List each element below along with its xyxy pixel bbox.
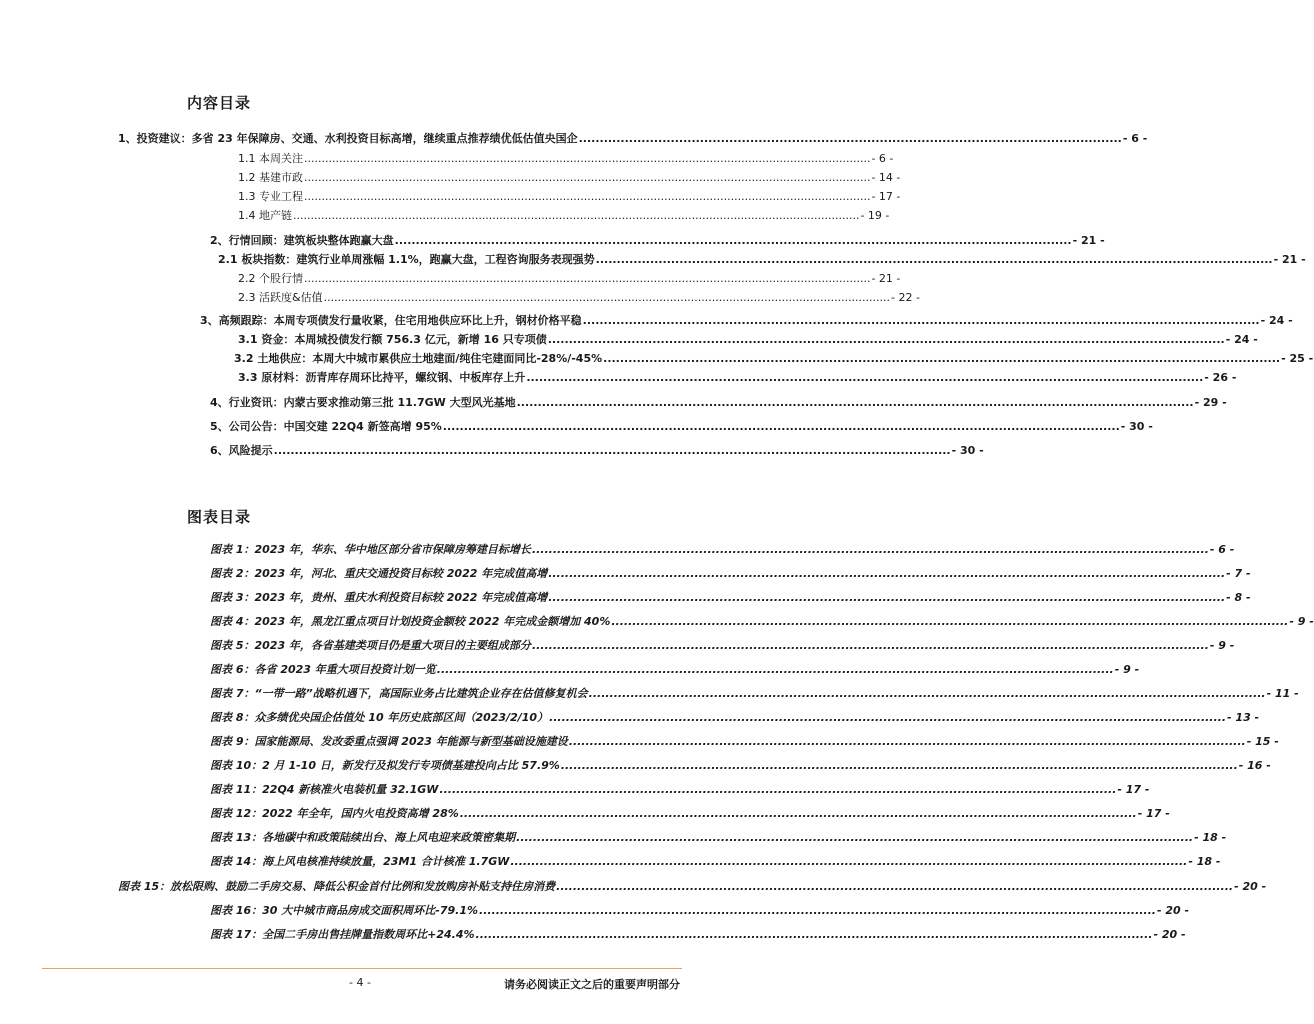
toc-entry-title: 3.2 土地供应：本周大中城市累供应土地建面/纯住宅建面同比-28%/-45% <box>234 352 603 365</box>
figure-entry-page: - 16 - <box>1238 759 1271 772</box>
toc-entry-page: - 22 - <box>891 291 920 304</box>
figure-entry-page: - 15 - <box>1246 735 1279 748</box>
toc-entry[interactable]: 2、行情回顾：建筑板块整体跑赢大盘 .................................................................................................................................................................. - 21 - <box>210 234 1105 247</box>
toc-entry[interactable]: 3.1 资金：本周城投债发行额 756.3 亿元，新增 16 只专项债 .................................................................................................................................................................. - 24 - <box>238 333 1258 346</box>
figure-entry-title: 图表 17：全国二手房出售挂牌量指数周环比+24.4% <box>210 928 475 941</box>
figure-entry[interactable]: 图表 1：2023 年，华东、华中地区部分省市保障房筹建目标增长 .................................................................................................................................................................. - 6 - <box>210 543 1235 556</box>
toc-entry-page: - 26 - <box>1204 371 1237 384</box>
toc-entry[interactable]: 1、投资建议：多省 23 年保障房、交通、水利投资目标高增，继续重点推荐绩优低估值央国企 .................................................................................................................................. - 6 - <box>118 132 1148 145</box>
figures-heading: 图表目录 <box>187 508 252 526</box>
toc-entry[interactable]: 3.2 土地供应：本周大中城市累供应土地建面/纯住宅建面同比-28%/-45% .................................................................................................................................................................. - 25 - <box>234 352 1314 365</box>
figure-entry[interactable]: 图表 7：“一带一路”战略机遇下，高国际业务占比建筑企业存在估值修复机会 .................................................................................................................................................................. - 11 - <box>210 687 1299 700</box>
toc-entry[interactable]: 1.3 专业工程 .................................................................................................................................................................. - 17 - <box>238 190 901 203</box>
toc-entry-page: - 30 - <box>951 444 984 457</box>
toc-entry-title: 2.2 个股行情 <box>238 272 303 285</box>
toc-entry-page: - 19 - <box>860 209 890 222</box>
figure-entry[interactable]: 图表 3：2023 年，贵州、重庆水利投资目标较 2022 年完成值高增 .................................................................................................................................................................. - 8 - <box>210 591 1251 604</box>
toc-entry-title: 2、行情回顾：建筑板块整体跑赢大盘 <box>210 234 394 247</box>
toc-entry[interactable]: 6、风险提示 .................................................................................................................................................................. - 30 - <box>210 444 984 457</box>
figure-entry[interactable]: 图表 17：全国二手房出售挂牌量指数周环比+24.4% .................................................................................................................................................................. - 20 - <box>210 928 1186 941</box>
figure-entry-title: 图表 1：2023 年，华东、华中地区部分省市保障房筹建目标增长 <box>210 543 531 556</box>
figure-entry[interactable]: 图表 8：众多绩优央国企估值处 10 年历史底部区间（2023/2/10） .................................................................................................................................................................. - 13 - <box>210 711 1260 724</box>
figure-entry[interactable]: 图表 16：30 大中城市商品房成交面积周环比-79.1% .................................................................................................................................................................. - 20 - <box>210 904 1190 917</box>
toc-entry[interactable]: 1.1 本周关注 .................................................................................................................................................................. - 6 - <box>238 152 894 165</box>
figure-entry[interactable]: 图表 4：2023 年，黑龙江重点项目计划投资金额较 2022 年完成金额增加 40% .................................................................................................................................................................. - 9 - <box>210 615 1314 628</box>
toc-entry-title: 1.1 本周关注 <box>238 152 303 165</box>
figure-entry[interactable]: 图表 14：海上风电核准持续放量，23M1 合计核准 1.7GW .................................................................................................................................................................. - 18 - <box>210 855 1221 868</box>
figure-entry-page: - 20 - <box>1234 880 1267 893</box>
toc-entry-title: 5、公司公告：中国交建 22Q4 新签高增 95% <box>210 420 442 433</box>
figure-entry-title: 图表 12：2022 年全年，国内火电投资高增 28% <box>210 807 459 820</box>
figure-entry-page: - 20 - <box>1156 904 1190 917</box>
toc-entry[interactable]: 2.1 板块指数：建筑行业单周涨幅 1.1%，跑赢大盘，工程咨询服务表现强势 .................................................................................................................................................................. - 21 - <box>218 253 1306 266</box>
figure-entry-title: 图表 3：2023 年，贵州、重庆水利投资目标较 2022 年完成值高增 <box>210 591 548 604</box>
figure-entry-title: 图表 8：众多绩优央国企估值处 10 年历史底部区间（2023/2/10） <box>210 711 549 724</box>
toc-entry[interactable]: 4、行业资讯：内蒙古要求推动第三批 11.7GW 大型风光基地 .................................................................................................................................................................. - 29 - <box>210 396 1227 409</box>
figure-entry-title: 图表 10：2 月 1-10 日，新发行及拟发行专项债基建投向占比 57.9% <box>210 759 560 772</box>
toc-entry[interactable]: 3.3 原材料：沥青库存周环比持平，螺纹钢、中板库存上升 .................................................................................................................................................................. - 26 - <box>238 371 1237 384</box>
toc-entry-page: - 29 - <box>1194 396 1227 409</box>
figure-entry-title: 图表 15：放松限购、鼓励二手房交易、降低公积金首付比例和发放购房补贴支持住房消费 <box>118 880 556 893</box>
figure-entry-page: - 9 - <box>1289 615 1314 628</box>
toc-entry-title: 6、风险提示 <box>210 444 273 457</box>
toc-entry[interactable]: 2.3 活跃度&估值 .................................................................................................................................................................. - 22 - <box>238 291 920 304</box>
toc-entry[interactable]: 1.4 地产链 .................................................................................................................................................................. - 19 - <box>238 209 890 222</box>
figure-entry-page: - 13 - <box>1227 711 1260 724</box>
footer-page-number: - 4 - <box>349 976 371 989</box>
figure-entry-page: - 18 - <box>1194 831 1227 844</box>
figure-entry-page: - 17 - <box>1137 807 1170 820</box>
figure-entry-page: - 7 - <box>1226 567 1251 580</box>
toc-heading: 内容目录 <box>187 94 252 112</box>
toc-entry-title: 2.1 板块指数：建筑行业单周涨幅 1.1%，跑赢大盘，工程咨询服务表现强势 <box>218 253 595 266</box>
figure-entry-title: 图表 9：国家能源局、发改委重点强调 2023 年能源与新型基础设施建设 <box>210 735 568 748</box>
toc-entry-page: - 30 - <box>1120 420 1153 433</box>
toc-entry-title: 1.4 地产链 <box>238 209 292 222</box>
figure-entry-title: 图表 7：“一带一路”战略机遇下，高国际业务占比建筑企业存在估值修复机会 <box>210 687 588 700</box>
figure-entry-page: - 18 - <box>1188 855 1221 868</box>
toc-entry[interactable]: 1.2 基建市政 .................................................................................................................................................................. - 14 - <box>238 171 901 184</box>
toc-entry[interactable]: 5、公司公告：中国交建 22Q4 新签高增 95% .................................................................................................................................................................. - 30 - <box>210 420 1153 433</box>
figure-entry-title: 图表 4：2023 年，黑龙江重点项目计划投资金额较 2022 年完成金额增加 40% <box>210 615 611 628</box>
figure-entry[interactable]: 图表 11：22Q4 新核准火电装机量 32.1GW .................................................................................................................................................................. - 17 - <box>210 783 1150 796</box>
toc-entry-title: 4、行业资讯：内蒙古要求推动第三批 11.7GW 大型风光基地 <box>210 396 516 409</box>
toc-entry[interactable]: 2.2 个股行情 .................................................................................................................................................................. - 21 - <box>238 272 901 285</box>
figure-entry[interactable]: 图表 13：各地碳中和政策陆续出台、海上风电迎来政策密集期 .................................................................................................................................................................. - 18 - <box>210 831 1227 844</box>
figure-entry-page: - 17 - <box>1117 783 1150 796</box>
figure-entry-title: 图表 5：2023 年，各省基建类项目仍是重大项目的主要组成部分 <box>210 639 531 652</box>
figure-entry-page: - 9 - <box>1209 639 1235 652</box>
toc-entry-title: 1.2 基建市政 <box>238 171 303 184</box>
toc-entry-page: - 25 - <box>1281 352 1314 365</box>
figure-entry-title: 图表 2：2023 年，河北、重庆交通投资目标较 2022 年完成值高增 <box>210 567 548 580</box>
toc-entry-page: - 14 - <box>871 171 901 184</box>
toc-entry-page: - 21 - <box>1072 234 1105 247</box>
toc-entry-title: 3.3 原材料：沥青库存周环比持平，螺纹钢、中板库存上升 <box>238 371 526 384</box>
toc-entry-title: 1.3 专业工程 <box>238 190 303 203</box>
toc-entry-page: - 21 - <box>1273 253 1306 266</box>
toc-entry-page: - 6 - <box>1122 132 1148 145</box>
toc-entry-title: 3.1 资金：本周城投债发行额 756.3 亿元，新增 16 只专项债 <box>238 333 547 346</box>
figure-entry-page: - 9 - <box>1114 663 1140 676</box>
figure-entry[interactable]: 图表 12：2022 年全年，国内火电投资高增 28% .................................................................................................................................................................. - 17 - <box>210 807 1170 820</box>
toc-entry-title: 2.3 活跃度&估值 <box>238 291 323 304</box>
figure-entry[interactable]: 图表 2：2023 年，河北、重庆交通投资目标较 2022 年完成值高增 .................................................................................................................................................................. - 7 - <box>210 567 1251 580</box>
figure-entry-title: 图表 6：各省 2023 年重大项目投资计划一览 <box>210 663 436 676</box>
figure-entry[interactable]: 图表 15：放松限购、鼓励二手房交易、降低公积金首付比例和发放购房补贴支持住房消费 .................................................................................................................................................................. - 20 - <box>118 880 1267 893</box>
toc-entry-title: 3、高频跟踪：本周专项债发行量收紧，住宅用地供应环比上升，钢材价格平稳 <box>200 314 582 327</box>
figure-entry-page: - 8 - <box>1226 591 1251 604</box>
footer-disclaimer: 请务必阅读正文之后的重要声明部分 <box>504 978 680 991</box>
toc-entry-page: - 21 - <box>871 272 901 285</box>
figure-entry-title: 图表 13：各地碳中和政策陆续出台、海上风电迎来政策密集期 <box>210 831 516 844</box>
figure-entry-title: 图表 14：海上风电核准持续放量，23M1 合计核准 1.7GW <box>210 855 510 868</box>
toc-entry-page: - 24 - <box>1225 333 1258 346</box>
toc-entry-page: - 24 - <box>1260 314 1293 327</box>
toc-entry-title: 1、投资建议：多省 23 年保障房、交通、水利投资目标高增，继续重点推荐绩优低估值央国企 <box>118 132 578 145</box>
toc-entry-page: - 17 - <box>871 190 901 203</box>
figure-entry[interactable]: 图表 6：各省 2023 年重大项目投资计划一览 .................................................................................................................................................................. - 9 - <box>210 663 1140 676</box>
figure-entry-page: - 6 - <box>1209 543 1235 556</box>
figure-entry-page: - 20 - <box>1153 928 1186 941</box>
figure-entry[interactable]: 图表 10：2 月 1-10 日，新发行及拟发行专项债基建投向占比 57.9% .................................................................................................................................................................. - 16 - <box>210 759 1271 772</box>
figure-entry-title: 图表 16：30 大中城市商品房成交面积周环比-79.1% <box>210 904 479 917</box>
figure-entry[interactable]: 图表 9：国家能源局、发改委重点强调 2023 年能源与新型基础设施建设 .................................................................................................................................................................. - 15 - <box>210 735 1279 748</box>
toc-entry-page: - 6 - <box>871 152 894 165</box>
footer-divider <box>42 968 682 969</box>
figure-entry[interactable]: 图表 5：2023 年，各省基建类项目仍是重大项目的主要组成部分 .................................................................................................................................................................. - 9 - <box>210 639 1235 652</box>
figure-entry-title: 图表 11：22Q4 新核准火电装机量 32.1GW <box>210 783 439 796</box>
toc-entry[interactable]: 3、高频跟踪：本周专项债发行量收紧，住宅用地供应环比上升，钢材价格平稳 .................................................................................................................................................................. - 24 - <box>200 314 1293 327</box>
figure-entry-page: - 11 - <box>1266 687 1299 700</box>
